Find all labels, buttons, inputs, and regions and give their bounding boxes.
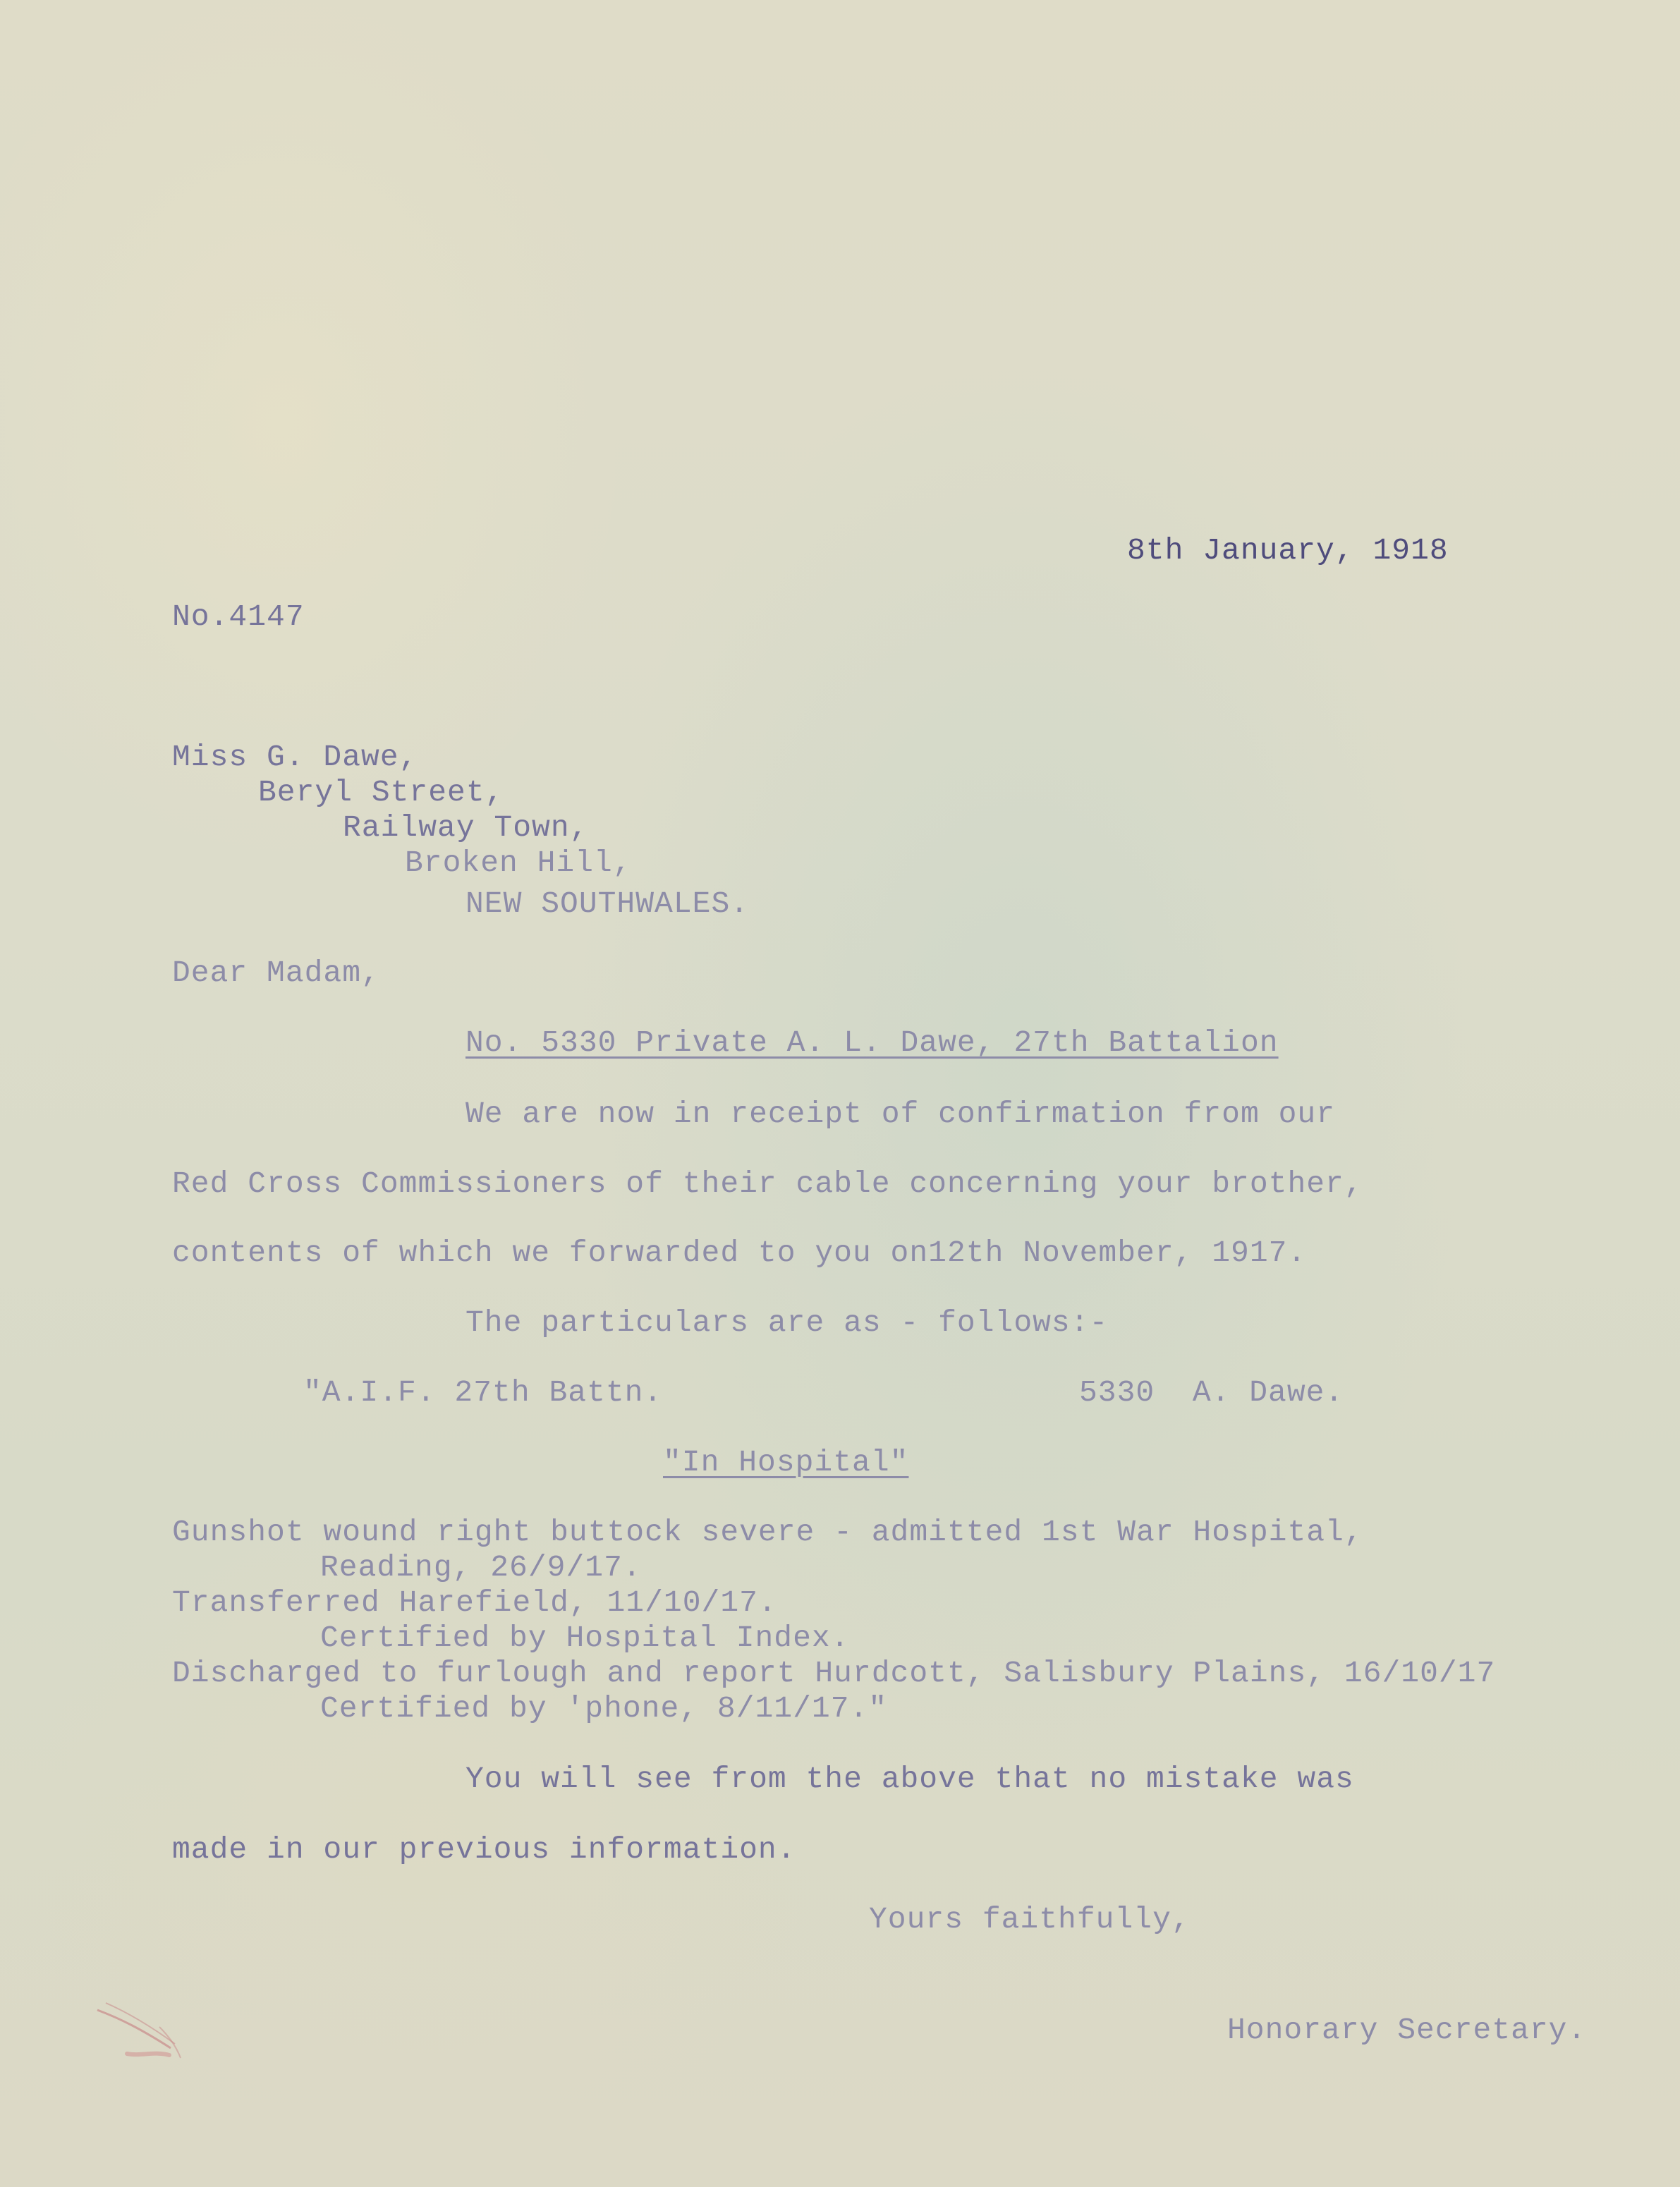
reference-number: No.4147 <box>172 599 305 634</box>
body-line: contents of which we forwarded to you on12th November, 1917. <box>172 1236 1307 1270</box>
closing: Yours faithfully, <box>869 1902 1191 1937</box>
address-line: Broken Hill, <box>405 846 632 880</box>
subject-line: No. 5330 Private A. L. Dawe, 27th Battalion <box>465 1025 1279 1060</box>
soldier-number-name: 5330 A. Dawe. <box>1079 1375 1344 1410</box>
unit-name: "A.I.F. 27th Battn. <box>303 1375 663 1410</box>
salutation: Dear Madam, <box>172 956 380 990</box>
address-line: Miss G. Dawe, <box>172 740 418 774</box>
hospital-status: "In Hospital" <box>663 1445 909 1480</box>
pencil-mark-icon <box>92 1990 205 2075</box>
address-line: Railway Town, <box>343 810 589 845</box>
particulars-line: Certified by 'phone, 8/11/17." <box>320 1691 888 1726</box>
body-line: Red Cross Commissioners of their cable concerning your brother, <box>172 1166 1363 1201</box>
letter-date: 8th January, 1918 <box>1127 533 1449 568</box>
particulars-line: Transferred Harefield, 11/10/17. <box>172 1585 777 1620</box>
particulars-line: Gunshot wound right buttock severe - admitted 1st War Hospital, <box>172 1515 1363 1549</box>
address-line: Beryl Street, <box>258 775 504 810</box>
body-line: You will see from the above that no mistake was <box>465 1762 1354 1796</box>
particulars-line: Discharged to furlough and report Hurdcott, Salisbury Plains, 16/10/17 <box>172 1656 1496 1690</box>
body-line: We are now in receipt of confirmation from our <box>465 1097 1335 1131</box>
signature-title: Honorary Secretary. <box>1227 2013 1587 2047</box>
body-line: made in our previous information. <box>172 1832 796 1867</box>
address-line: NEW SOUTHWALES. <box>465 887 750 921</box>
particulars-intro: The particulars are as - follows:- <box>465 1305 1109 1340</box>
particulars-line: Reading, 26/9/17. <box>320 1550 642 1585</box>
particulars-line: Certified by Hospital Index. <box>320 1621 850 1655</box>
